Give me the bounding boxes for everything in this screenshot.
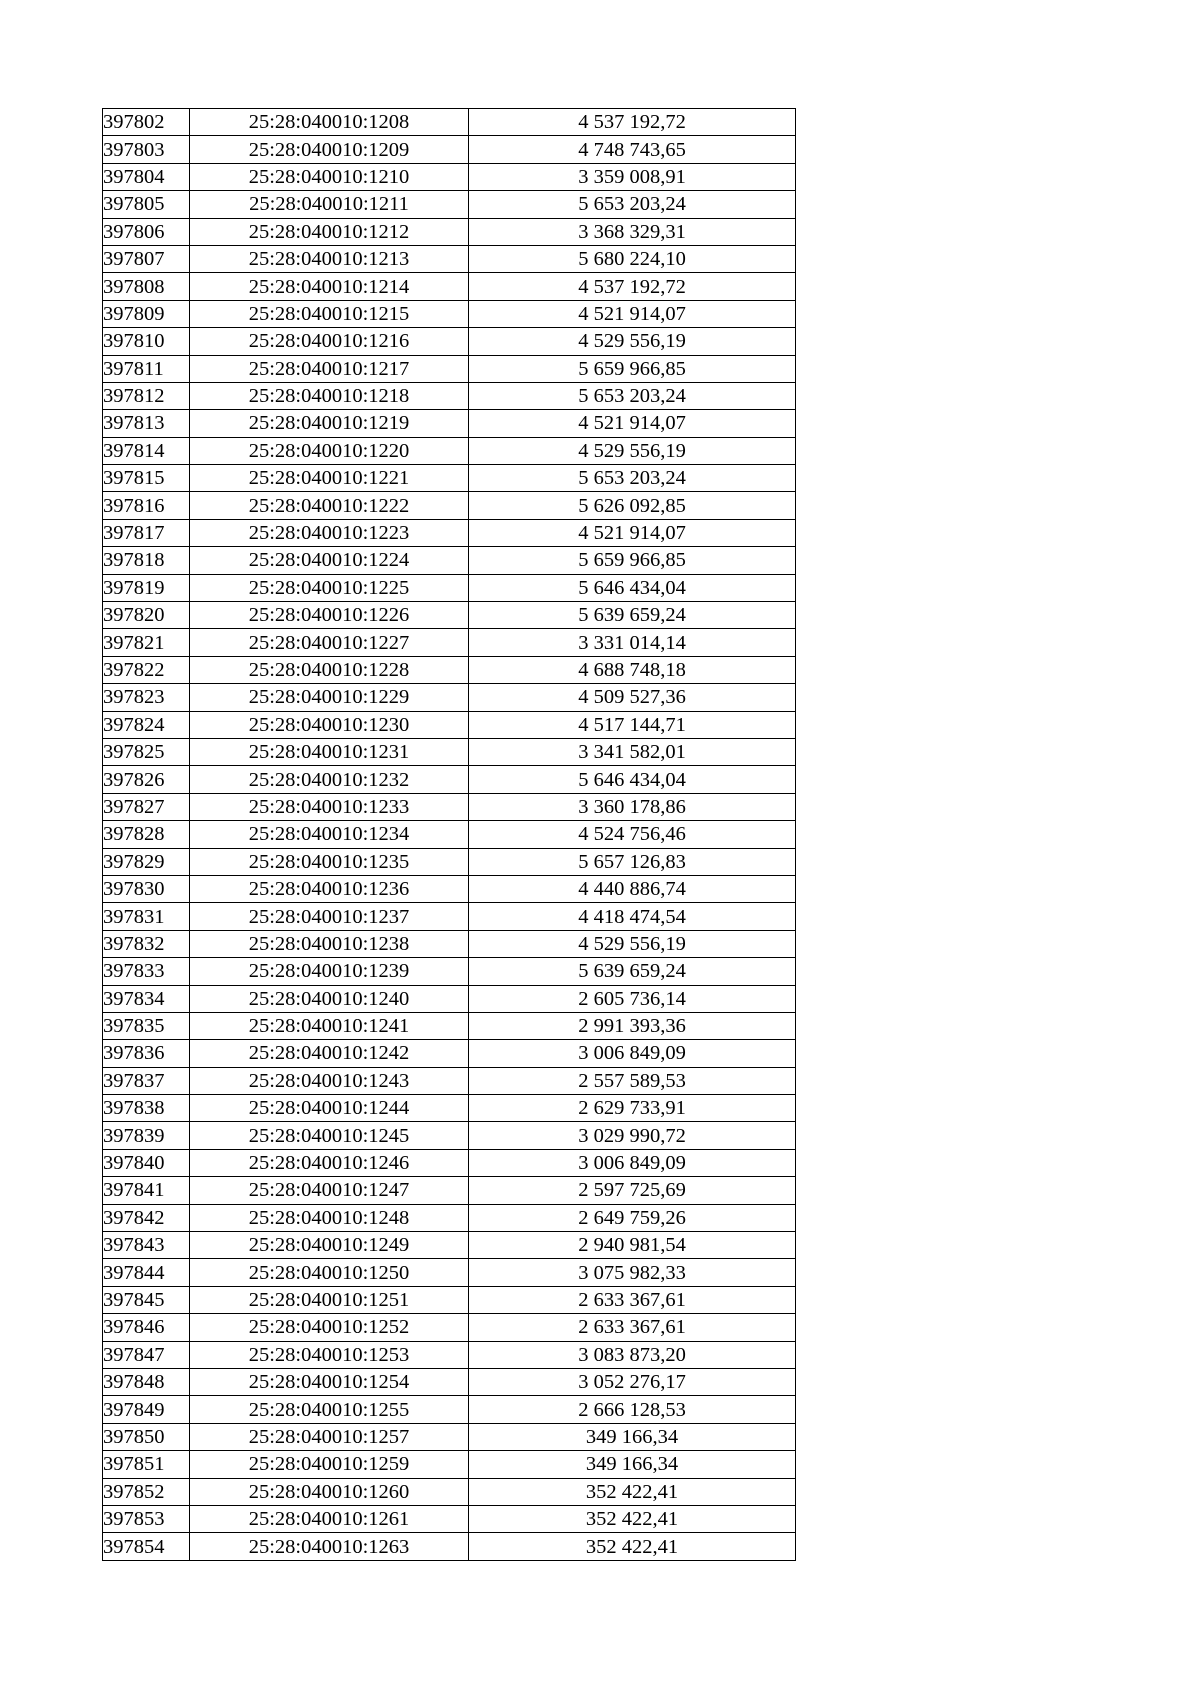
- row-number-cell: 397825: [103, 738, 190, 765]
- cadastral-value-cell: 4 521 914,07: [469, 519, 796, 546]
- table-row: [103, 1478, 796, 1505]
- cadastral-value-cell: 4 509 527,36: [469, 684, 796, 711]
- row-number-cell: 397802: [103, 109, 190, 136]
- table-row: [103, 328, 796, 355]
- cadastral-number-cell: 25:28:040010:1239: [190, 958, 469, 985]
- cadastral-number-cell: 25:28:040010:1208: [190, 109, 469, 136]
- cadastral-value-cell: 3 006 849,09: [469, 1040, 796, 1067]
- cadastral-value-cell: 4 529 556,19: [469, 930, 796, 957]
- table-row: [103, 191, 796, 218]
- cadastral-number-cell: 25:28:040010:1245: [190, 1122, 469, 1149]
- cadastral-value-cell: 349 166,34: [469, 1423, 796, 1450]
- cadastral-value-cell: 4 521 914,07: [469, 410, 796, 437]
- row-number-cell: 397829: [103, 848, 190, 875]
- row-number-cell: 397827: [103, 793, 190, 820]
- row-number-cell: 397811: [103, 355, 190, 382]
- row-number-cell: 397833: [103, 958, 190, 985]
- cadastral-number-cell: 25:28:040010:1222: [190, 492, 469, 519]
- cadastral-number-cell: 25:28:040010:1227: [190, 629, 469, 656]
- cadastral-number-cell: 25:28:040010:1216: [190, 328, 469, 355]
- cadastral-value-cell: 2 597 725,69: [469, 1177, 796, 1204]
- cadastral-value-cell: 352 422,41: [469, 1478, 796, 1505]
- cadastral-value-cell: 5 659 966,85: [469, 355, 796, 382]
- table-row: [103, 382, 796, 409]
- cadastral-number-cell: 25:28:040010:1244: [190, 1095, 469, 1122]
- cadastral-value-cell: 3 052 276,17: [469, 1368, 796, 1395]
- table-row: [103, 492, 796, 519]
- row-number-cell: 397818: [103, 547, 190, 574]
- cadastral-value-cell: 4 418 474,54: [469, 903, 796, 930]
- row-number-cell: 397808: [103, 273, 190, 300]
- cadastral-number-cell: 25:28:040010:1215: [190, 300, 469, 327]
- cadastral-number-cell: 25:28:040010:1237: [190, 903, 469, 930]
- row-number-cell: 397830: [103, 875, 190, 902]
- table-row: [103, 793, 796, 820]
- table-row: [103, 766, 796, 793]
- table-row: [103, 738, 796, 765]
- row-number-cell: 397839: [103, 1122, 190, 1149]
- table-row: [103, 1204, 796, 1231]
- cadastral-value-cell: 4 517 144,71: [469, 711, 796, 738]
- cadastral-value-cell: 2 633 367,61: [469, 1286, 796, 1313]
- cadastral-value-cell: 3 075 982,33: [469, 1259, 796, 1286]
- table-body: [103, 109, 796, 1561]
- cadastral-number-cell: 25:28:040010:1231: [190, 738, 469, 765]
- table-row: [103, 684, 796, 711]
- table-row: [103, 821, 796, 848]
- cadastral-number-cell: 25:28:040010:1254: [190, 1368, 469, 1395]
- cadastral-value-cell: 4 537 192,72: [469, 273, 796, 300]
- cadastral-number-cell: 25:28:040010:1252: [190, 1314, 469, 1341]
- cadastral-number-cell: 25:28:040010:1210: [190, 163, 469, 190]
- row-number-cell: 397826: [103, 766, 190, 793]
- cadastral-value-cell: 2 666 128,53: [469, 1396, 796, 1423]
- cadastral-number-cell: 25:28:040010:1241: [190, 1012, 469, 1039]
- table-row: [103, 574, 796, 601]
- row-number-cell: 397820: [103, 602, 190, 629]
- cadastral-value-cell: 5 639 659,24: [469, 958, 796, 985]
- cadastral-number-cell: 25:28:040010:1236: [190, 875, 469, 902]
- table-row: [103, 1012, 796, 1039]
- cadastral-value-cell: 4 529 556,19: [469, 437, 796, 464]
- table-row: [103, 273, 796, 300]
- row-number-cell: 397848: [103, 1368, 190, 1395]
- cadastral-number-cell: 25:28:040010:1218: [190, 382, 469, 409]
- row-number-cell: 397836: [103, 1040, 190, 1067]
- table-row: [103, 465, 796, 492]
- cadastral-number-cell: 25:28:040010:1261: [190, 1505, 469, 1532]
- cadastral-number-cell: 25:28:040010:1251: [190, 1286, 469, 1313]
- row-number-cell: 397845: [103, 1286, 190, 1313]
- cadastral-value-cell: 352 422,41: [469, 1505, 796, 1532]
- cadastral-number-cell: 25:28:040010:1238: [190, 930, 469, 957]
- cadastral-value-cell: 5 653 203,24: [469, 191, 796, 218]
- cadastral-number-cell: 25:28:040010:1243: [190, 1067, 469, 1094]
- table-row: [103, 136, 796, 163]
- table-row: [103, 1177, 796, 1204]
- cadastral-value-cell: 5 659 966,85: [469, 547, 796, 574]
- cadastral-value-cell: 5 653 203,24: [469, 382, 796, 409]
- cadastral-value-cell: 5 646 434,04: [469, 574, 796, 601]
- cadastral-number-cell: 25:28:040010:1247: [190, 1177, 469, 1204]
- table-row: [103, 602, 796, 629]
- row-number-cell: 397853: [103, 1505, 190, 1532]
- cadastral-value-cell: 3 341 582,01: [469, 738, 796, 765]
- table-row: [103, 163, 796, 190]
- table-row: [103, 629, 796, 656]
- row-number-cell: 397810: [103, 328, 190, 355]
- cadastral-number-cell: 25:28:040010:1226: [190, 602, 469, 629]
- table-row: [103, 875, 796, 902]
- row-number-cell: 397816: [103, 492, 190, 519]
- cadastral-number-cell: 25:28:040010:1259: [190, 1451, 469, 1478]
- row-number-cell: 397840: [103, 1149, 190, 1176]
- table-row: [103, 1396, 796, 1423]
- cadastral-value-cell: 2 940 981,54: [469, 1232, 796, 1259]
- table-row: [103, 245, 796, 272]
- row-number-cell: 397819: [103, 574, 190, 601]
- row-number-cell: 397803: [103, 136, 190, 163]
- table-row: [103, 930, 796, 957]
- table-row: [103, 300, 796, 327]
- table-row: [103, 1095, 796, 1122]
- table-row: [103, 1533, 796, 1560]
- cadastral-number-cell: 25:28:040010:1213: [190, 245, 469, 272]
- cadastral-value-cell: 3 359 008,91: [469, 163, 796, 190]
- table-row: [103, 1314, 796, 1341]
- cadastral-number-cell: 25:28:040010:1240: [190, 985, 469, 1012]
- cadastral-number-cell: 25:28:040010:1253: [190, 1341, 469, 1368]
- row-number-cell: 397854: [103, 1533, 190, 1560]
- table-row: [103, 1149, 796, 1176]
- table-row: [103, 958, 796, 985]
- cadastral-value-cell: 2 557 589,53: [469, 1067, 796, 1094]
- table-row: [103, 711, 796, 738]
- row-number-cell: 397846: [103, 1314, 190, 1341]
- cadastral-number-cell: 25:28:040010:1234: [190, 821, 469, 848]
- cadastral-value-cell: 5 639 659,24: [469, 602, 796, 629]
- cadastral-number-cell: 25:28:040010:1223: [190, 519, 469, 546]
- row-number-cell: 397823: [103, 684, 190, 711]
- cadastral-number-cell: 25:28:040010:1248: [190, 1204, 469, 1231]
- table-row: [103, 1286, 796, 1313]
- cadastral-number-cell: 25:28:040010:1214: [190, 273, 469, 300]
- table-row: [103, 109, 796, 136]
- row-number-cell: 397817: [103, 519, 190, 546]
- cadastral-number-cell: 25:28:040010:1211: [190, 191, 469, 218]
- cadastral-value-cell: 352 422,41: [469, 1533, 796, 1560]
- row-number-cell: 397849: [103, 1396, 190, 1423]
- table-row: [103, 985, 796, 1012]
- cadastral-value-cell: 4 688 748,18: [469, 656, 796, 683]
- row-number-cell: 397815: [103, 465, 190, 492]
- cadastral-value-cell: 3 360 178,86: [469, 793, 796, 820]
- row-number-cell: 397841: [103, 1177, 190, 1204]
- cadastral-value-cell: 2 629 733,91: [469, 1095, 796, 1122]
- cadastral-number-cell: 25:28:040010:1217: [190, 355, 469, 382]
- table-row: [103, 1232, 796, 1259]
- cadastral-value-cell: 4 748 743,65: [469, 136, 796, 163]
- row-number-cell: 397824: [103, 711, 190, 738]
- row-number-cell: 397804: [103, 163, 190, 190]
- document-page: [102, 108, 796, 1561]
- cadastral-value-cell: 2 649 759,26: [469, 1204, 796, 1231]
- cadastral-number-cell: 25:28:040010:1255: [190, 1396, 469, 1423]
- cadastral-value-cell: 2 605 736,14: [469, 985, 796, 1012]
- row-number-cell: 397813: [103, 410, 190, 437]
- cadastral-value-cell: 3 083 873,20: [469, 1341, 796, 1368]
- row-number-cell: 397837: [103, 1067, 190, 1094]
- row-number-cell: 397822: [103, 656, 190, 683]
- cadastral-value-cell: 4 521 914,07: [469, 300, 796, 327]
- cadastral-number-cell: 25:28:040010:1219: [190, 410, 469, 437]
- cadastral-value-cell: 2 991 393,36: [469, 1012, 796, 1039]
- cadastral-number-cell: 25:28:040010:1230: [190, 711, 469, 738]
- table-row: [103, 547, 796, 574]
- cadastral-number-cell: 25:28:040010:1263: [190, 1533, 469, 1560]
- row-number-cell: 397828: [103, 821, 190, 848]
- cadastral-number-cell: 25:28:040010:1257: [190, 1423, 469, 1450]
- row-number-cell: 397844: [103, 1259, 190, 1286]
- row-number-cell: 397835: [103, 1012, 190, 1039]
- row-number-cell: 397821: [103, 629, 190, 656]
- cadastral-number-cell: 25:28:040010:1233: [190, 793, 469, 820]
- cadastral-value-cell: 5 646 434,04: [469, 766, 796, 793]
- row-number-cell: 397809: [103, 300, 190, 327]
- cadastral-value-table: [102, 108, 796, 1561]
- table-row: [103, 1451, 796, 1478]
- table-row: [103, 848, 796, 875]
- table-row: [103, 1341, 796, 1368]
- cadastral-value-cell: 4 529 556,19: [469, 328, 796, 355]
- row-number-cell: 397842: [103, 1204, 190, 1231]
- table-row: [103, 1423, 796, 1450]
- row-number-cell: 397834: [103, 985, 190, 1012]
- row-number-cell: 397805: [103, 191, 190, 218]
- cadastral-number-cell: 25:28:040010:1225: [190, 574, 469, 601]
- cadastral-number-cell: 25:28:040010:1232: [190, 766, 469, 793]
- cadastral-number-cell: 25:28:040010:1250: [190, 1259, 469, 1286]
- cadastral-number-cell: 25:28:040010:1229: [190, 684, 469, 711]
- cadastral-number-cell: 25:28:040010:1221: [190, 465, 469, 492]
- cadastral-value-cell: 5 653 203,24: [469, 465, 796, 492]
- cadastral-value-cell: 5 657 126,83: [469, 848, 796, 875]
- cadastral-value-cell: 3 006 849,09: [469, 1149, 796, 1176]
- cadastral-number-cell: 25:28:040010:1224: [190, 547, 469, 574]
- row-number-cell: 397838: [103, 1095, 190, 1122]
- cadastral-value-cell: 4 524 756,46: [469, 821, 796, 848]
- table-row: [103, 355, 796, 382]
- cadastral-value-cell: 3 331 014,14: [469, 629, 796, 656]
- cadastral-number-cell: 25:28:040010:1220: [190, 437, 469, 464]
- cadastral-number-cell: 25:28:040010:1246: [190, 1149, 469, 1176]
- table-row: [103, 1067, 796, 1094]
- cadastral-number-cell: 25:28:040010:1242: [190, 1040, 469, 1067]
- cadastral-value-cell: 5 626 092,85: [469, 492, 796, 519]
- table-row: [103, 1040, 796, 1067]
- cadastral-value-cell: 4 440 886,74: [469, 875, 796, 902]
- table-row: [103, 1259, 796, 1286]
- row-number-cell: 397847: [103, 1341, 190, 1368]
- row-number-cell: 397814: [103, 437, 190, 464]
- table-row: [103, 1505, 796, 1532]
- row-number-cell: 397831: [103, 903, 190, 930]
- row-number-cell: 397851: [103, 1451, 190, 1478]
- cadastral-number-cell: 25:28:040010:1209: [190, 136, 469, 163]
- cadastral-value-cell: 2 633 367,61: [469, 1314, 796, 1341]
- table-row: [103, 519, 796, 546]
- cadastral-number-cell: 25:28:040010:1249: [190, 1232, 469, 1259]
- table-row: [103, 903, 796, 930]
- table-row: [103, 656, 796, 683]
- row-number-cell: 397832: [103, 930, 190, 957]
- cadastral-number-cell: 25:28:040010:1235: [190, 848, 469, 875]
- row-number-cell: 397852: [103, 1478, 190, 1505]
- table-row: [103, 1368, 796, 1395]
- row-number-cell: 397843: [103, 1232, 190, 1259]
- table-row: [103, 437, 796, 464]
- row-number-cell: 397806: [103, 218, 190, 245]
- cadastral-value-cell: 349 166,34: [469, 1451, 796, 1478]
- table-row: [103, 218, 796, 245]
- cadastral-value-cell: 3 368 329,31: [469, 218, 796, 245]
- cadastral-number-cell: 25:28:040010:1260: [190, 1478, 469, 1505]
- cadastral-value-cell: 3 029 990,72: [469, 1122, 796, 1149]
- cadastral-value-cell: 4 537 192,72: [469, 109, 796, 136]
- table-row: [103, 410, 796, 437]
- row-number-cell: 397812: [103, 382, 190, 409]
- cadastral-number-cell: 25:28:040010:1228: [190, 656, 469, 683]
- row-number-cell: 397807: [103, 245, 190, 272]
- cadastral-number-cell: 25:28:040010:1212: [190, 218, 469, 245]
- row-number-cell: 397850: [103, 1423, 190, 1450]
- table-row: [103, 1122, 796, 1149]
- cadastral-value-cell: 5 680 224,10: [469, 245, 796, 272]
